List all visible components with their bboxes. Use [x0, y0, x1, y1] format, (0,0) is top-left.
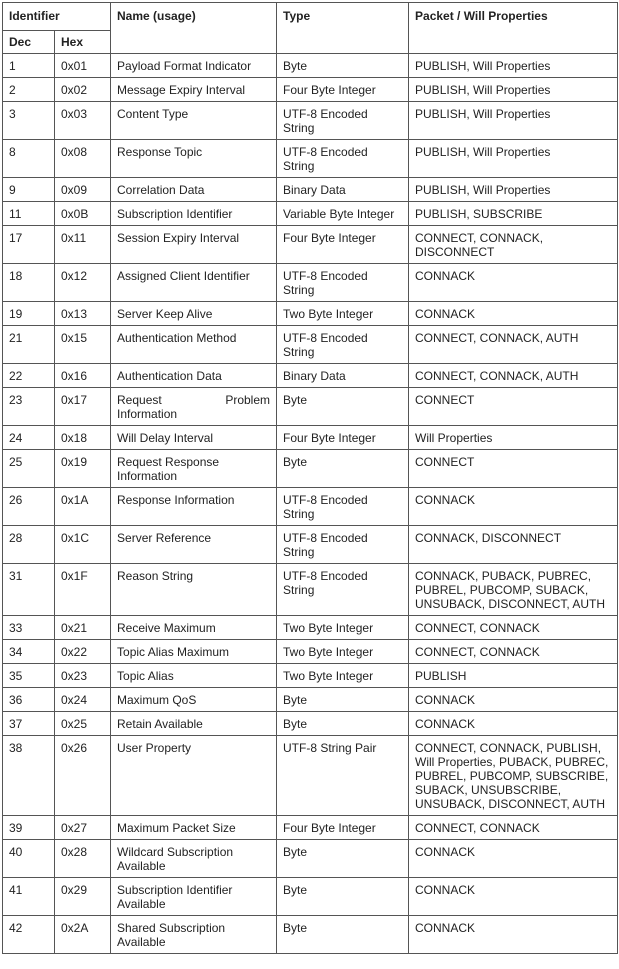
- cell-type: UTF-8 Encoded String: [277, 102, 409, 140]
- cell-packet: PUBLISH, SUBSCRIBE: [409, 202, 618, 226]
- cell-name: Will Delay Interval: [111, 426, 277, 450]
- table-row: [3, 264, 618, 302]
- table-row: [3, 688, 618, 712]
- cell-dec: 18: [3, 264, 55, 302]
- cell-name: Topic Alias Maximum: [111, 640, 277, 664]
- table-row: [3, 878, 618, 916]
- cell-type: Two Byte Integer: [277, 664, 409, 688]
- cell-name: Reason String: [111, 564, 277, 616]
- cell-dec: 36: [3, 688, 55, 712]
- cell-dec: 37: [3, 712, 55, 736]
- table-row: [3, 140, 618, 178]
- cell-dec: 26: [3, 488, 55, 526]
- cell-packet: CONNACK: [409, 688, 618, 712]
- table-row: [3, 388, 618, 426]
- cell-dec: 19: [3, 302, 55, 326]
- cell-dec: 35: [3, 664, 55, 688]
- table-row: [3, 816, 618, 840]
- cell-name: Maximum QoS: [111, 688, 277, 712]
- cell-type: Four Byte Integer: [277, 78, 409, 102]
- cell-dec: 17: [3, 226, 55, 264]
- cell-hex: 0x0B: [55, 202, 111, 226]
- cell-type: UTF-8 Encoded String: [277, 326, 409, 364]
- cell-dec: 34: [3, 640, 55, 664]
- cell-type: Byte: [277, 916, 409, 954]
- cell-dec: 25: [3, 450, 55, 488]
- cell-packet: CONNECT, CONNACK, DISCONNECT: [409, 226, 618, 264]
- cell-dec: 22: [3, 364, 55, 388]
- name-header: Name (usage): [111, 3, 277, 54]
- cell-name: Response Information: [111, 488, 277, 526]
- type-header: Type: [277, 3, 409, 54]
- cell-hex: 0x13: [55, 302, 111, 326]
- table-row: [3, 54, 618, 78]
- cell-type: Two Byte Integer: [277, 640, 409, 664]
- cell-type: UTF-8 Encoded String: [277, 264, 409, 302]
- cell-type: Binary Data: [277, 364, 409, 388]
- cell-hex: 0x22: [55, 640, 111, 664]
- cell-dec: 21: [3, 326, 55, 364]
- cell-type: Byte: [277, 450, 409, 488]
- cell-dec: 11: [3, 202, 55, 226]
- cell-name: Topic Alias: [111, 664, 277, 688]
- cell-packet: CONNECT, CONNACK, AUTH: [409, 326, 618, 364]
- dec-header: Dec: [3, 31, 55, 54]
- cell-name: Message Expiry Interval: [111, 78, 277, 102]
- table-row: [3, 916, 618, 954]
- table-row: [3, 450, 618, 488]
- cell-name: Payload Format Indicator: [111, 54, 277, 78]
- table-row: [3, 302, 618, 326]
- cell-hex: 0x18: [55, 426, 111, 450]
- cell-hex: 0x19: [55, 450, 111, 488]
- table-row: [3, 564, 618, 616]
- cell-packet: CONNECT, CONNACK, PUBLISH, Will Properties, PUBACK, PUBREC, PUBREL, PUBCOMP, SUBSCRIBE, SUBACK, UNSUBSCRIBE, UNSUBACK, DISCONNECT, AUTH: [409, 736, 618, 816]
- cell-dec: 23: [3, 388, 55, 426]
- cell-type: UTF-8 Encoded String: [277, 564, 409, 616]
- cell-packet: PUBLISH, Will Properties: [409, 140, 618, 178]
- cell-hex: 0x1A: [55, 488, 111, 526]
- cell-dec: 31: [3, 564, 55, 616]
- cell-hex: 0x11: [55, 226, 111, 264]
- cell-name: Server Reference: [111, 526, 277, 564]
- cell-packet: CONNACK, DISCONNECT: [409, 526, 618, 564]
- mqtt-properties-table: [2, 2, 618, 954]
- table-row: [3, 640, 618, 664]
- cell-type: Two Byte Integer: [277, 302, 409, 326]
- cell-hex: 0x08: [55, 140, 111, 178]
- identifier-header: Identifier: [3, 3, 111, 31]
- table-row: [3, 526, 618, 564]
- cell-packet: PUBLISH, Will Properties: [409, 178, 618, 202]
- cell-packet: CONNACK: [409, 878, 618, 916]
- cell-dec: 38: [3, 736, 55, 816]
- table-row: [3, 616, 618, 640]
- cell-hex: 0x03: [55, 102, 111, 140]
- table-row: [3, 664, 618, 688]
- table-row: [3, 326, 618, 364]
- packet-header: Packet / Will Properties: [409, 3, 618, 54]
- cell-name: Response Topic: [111, 140, 277, 178]
- cell-hex: 0x01: [55, 54, 111, 78]
- cell-packet: Will Properties: [409, 426, 618, 450]
- cell-type: UTF-8 Encoded String: [277, 526, 409, 564]
- cell-dec: 9: [3, 178, 55, 202]
- cell-type: Byte: [277, 840, 409, 878]
- cell-type: Byte: [277, 712, 409, 736]
- table-row: [3, 364, 618, 388]
- cell-name: Server Keep Alive: [111, 302, 277, 326]
- table-body: [3, 54, 618, 954]
- cell-dec: 24: [3, 426, 55, 450]
- cell-hex: 0x26: [55, 736, 111, 816]
- cell-hex: 0x24: [55, 688, 111, 712]
- cell-packet: CONNACK: [409, 488, 618, 526]
- cell-packet: CONNECT: [409, 388, 618, 426]
- cell-type: Binary Data: [277, 178, 409, 202]
- cell-hex: 0x25: [55, 712, 111, 736]
- cell-name: Correlation Data: [111, 178, 277, 202]
- cell-name: Wildcard Subscription Available: [111, 840, 277, 878]
- cell-name: Receive Maximum: [111, 616, 277, 640]
- cell-hex: 0x23: [55, 664, 111, 688]
- cell-name: Shared Subscription Available: [111, 916, 277, 954]
- cell-name: Assigned Client Identifier: [111, 264, 277, 302]
- cell-hex: 0x1C: [55, 526, 111, 564]
- cell-packet: CONNECT, CONNACK, AUTH: [409, 364, 618, 388]
- cell-type: Four Byte Integer: [277, 816, 409, 840]
- cell-type: Two Byte Integer: [277, 616, 409, 640]
- cell-packet: CONNECT: [409, 450, 618, 488]
- cell-hex: 0x02: [55, 78, 111, 102]
- cell-type: Four Byte Integer: [277, 426, 409, 450]
- table-row: [3, 226, 618, 264]
- cell-packet: CONNACK: [409, 264, 618, 302]
- cell-dec: 40: [3, 840, 55, 878]
- cell-name: Request Problem Information: [111, 388, 277, 426]
- cell-name: Authentication Method: [111, 326, 277, 364]
- cell-name: Request Response Information: [111, 450, 277, 488]
- cell-hex: 0x28: [55, 840, 111, 878]
- cell-dec: 1: [3, 54, 55, 78]
- cell-dec: 8: [3, 140, 55, 178]
- cell-packet: PUBLISH: [409, 664, 618, 688]
- cell-type: Byte: [277, 388, 409, 426]
- cell-hex: 0x15: [55, 326, 111, 364]
- cell-name: Content Type: [111, 102, 277, 140]
- cell-packet: PUBLISH, Will Properties: [409, 102, 618, 140]
- cell-hex: 0x21: [55, 616, 111, 640]
- cell-type: UTF-8 Encoded String: [277, 488, 409, 526]
- cell-hex: 0x17: [55, 388, 111, 426]
- cell-hex: 0x2A: [55, 916, 111, 954]
- cell-packet: CONNECT, CONNACK: [409, 616, 618, 640]
- cell-type: Byte: [277, 878, 409, 916]
- cell-dec: 28: [3, 526, 55, 564]
- table-row: [3, 840, 618, 878]
- cell-packet: PUBLISH, Will Properties: [409, 54, 618, 78]
- table-row: [3, 736, 618, 816]
- cell-hex: 0x27: [55, 816, 111, 840]
- cell-hex: 0x1F: [55, 564, 111, 616]
- table-row: [3, 712, 618, 736]
- cell-hex: 0x09: [55, 178, 111, 202]
- cell-name: Retain Available: [111, 712, 277, 736]
- cell-packet: CONNACK, PUBACK, PUBREC, PUBREL, PUBCOMP, SUBACK, UNSUBACK, DISCONNECT, AUTH: [409, 564, 618, 616]
- cell-packet: CONNECT, CONNACK: [409, 816, 618, 840]
- table-row: [3, 426, 618, 450]
- cell-type: Four Byte Integer: [277, 226, 409, 264]
- cell-name: Subscription Identifier: [111, 202, 277, 226]
- cell-packet: CONNACK: [409, 302, 618, 326]
- cell-dec: 33: [3, 616, 55, 640]
- hex-header: Hex: [55, 31, 111, 54]
- cell-dec: 41: [3, 878, 55, 916]
- cell-name: User Property: [111, 736, 277, 816]
- table-row: [3, 488, 618, 526]
- cell-type: Byte: [277, 688, 409, 712]
- table-row: [3, 202, 618, 226]
- cell-name: Session Expiry Interval: [111, 226, 277, 264]
- cell-hex: 0x16: [55, 364, 111, 388]
- table-header: [3, 3, 618, 54]
- table-row: [3, 102, 618, 140]
- cell-type: Variable Byte Integer: [277, 202, 409, 226]
- cell-dec: 39: [3, 816, 55, 840]
- cell-packet: CONNECT, CONNACK: [409, 640, 618, 664]
- cell-hex: 0x29: [55, 878, 111, 916]
- cell-type: Byte: [277, 54, 409, 78]
- cell-hex: 0x12: [55, 264, 111, 302]
- cell-name: Authentication Data: [111, 364, 277, 388]
- cell-packet: CONNACK: [409, 916, 618, 954]
- table-row: [3, 78, 618, 102]
- cell-name: Subscription Identifier Available: [111, 878, 277, 916]
- cell-dec: 42: [3, 916, 55, 954]
- cell-type: UTF-8 Encoded String: [277, 140, 409, 178]
- table-row: [3, 178, 618, 202]
- cell-packet: CONNACK: [409, 840, 618, 878]
- cell-dec: 2: [3, 78, 55, 102]
- cell-dec: 3: [3, 102, 55, 140]
- cell-packet: CONNACK: [409, 712, 618, 736]
- cell-name: Maximum Packet Size: [111, 816, 277, 840]
- cell-packet: PUBLISH, Will Properties: [409, 78, 618, 102]
- cell-type: UTF-8 String Pair: [277, 736, 409, 816]
